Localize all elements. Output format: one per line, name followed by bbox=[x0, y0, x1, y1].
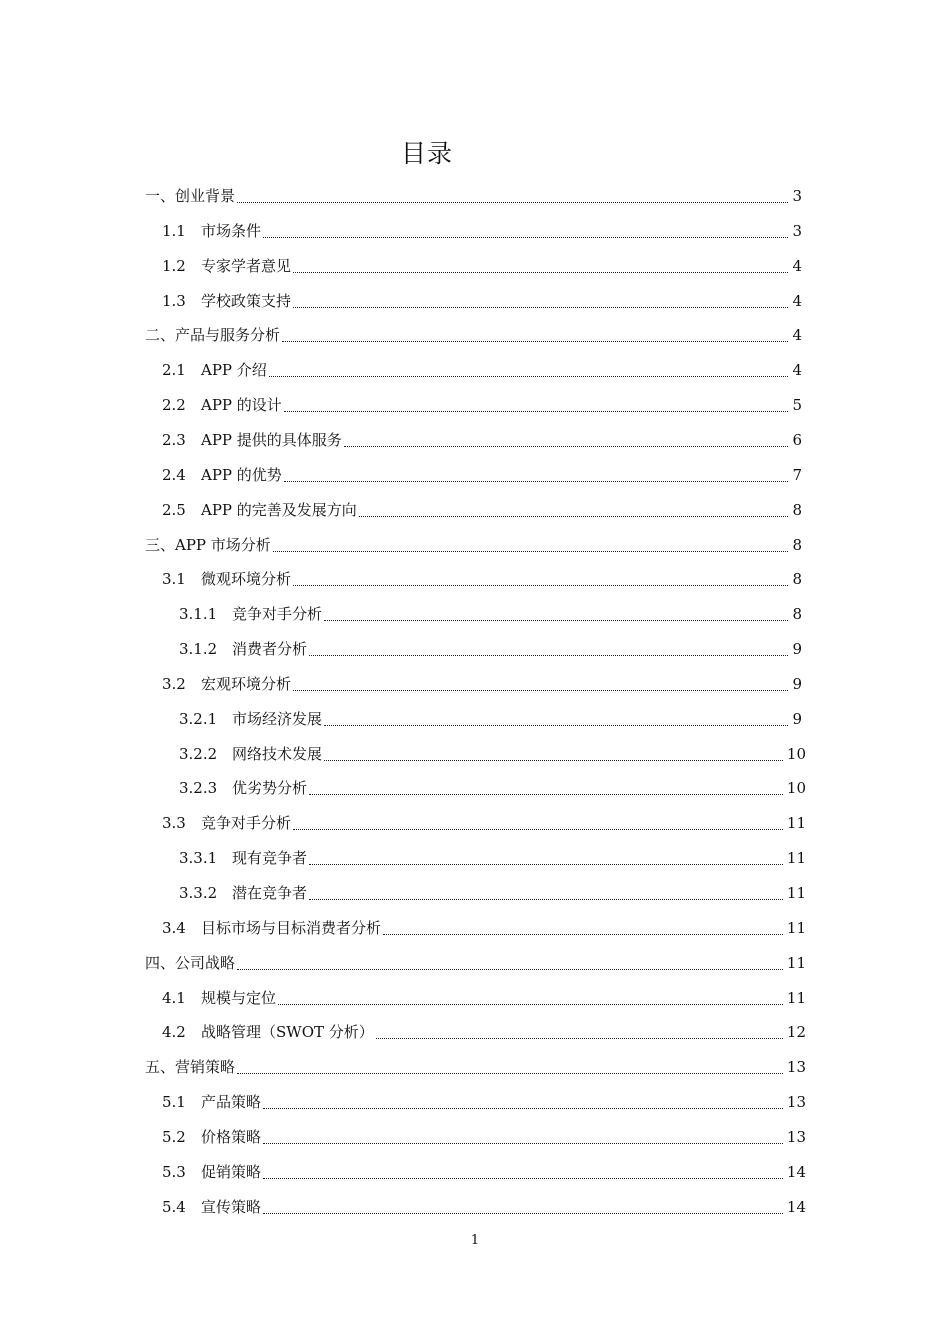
toc-entry-title: 四、公司战略 bbox=[145, 953, 236, 972]
toc-entry-number: 1.2 bbox=[162, 256, 186, 275]
toc-entry-page: 11 bbox=[786, 988, 806, 1007]
toc-entry-title: 竞争对手分析 bbox=[232, 605, 323, 624]
toc-entry-title: 网络技术发展 bbox=[232, 744, 323, 763]
toc-dot-leader bbox=[237, 179, 788, 214]
toc-dot-leader bbox=[278, 981, 783, 1016]
toc-entry-page: 9 bbox=[792, 709, 802, 728]
toc-entry[interactable] bbox=[162, 981, 806, 1016]
toc-entry-page: 7 bbox=[792, 465, 802, 484]
toc-entry-page: 3 bbox=[792, 221, 802, 240]
toc-entry-page: 10 bbox=[786, 779, 806, 798]
toc-entry-title: APP 的优势 bbox=[201, 465, 282, 484]
toc-entry[interactable] bbox=[162, 284, 802, 319]
toc-entry-page: 11 bbox=[786, 953, 806, 972]
toc-entry-number: 2.1 bbox=[162, 361, 186, 380]
toc-entry-title: 现有竞争者 bbox=[232, 849, 308, 868]
toc-entry[interactable] bbox=[162, 1120, 806, 1155]
toc-entry-number: 3.2.3 bbox=[179, 779, 218, 798]
toc-entry-page: 10 bbox=[786, 744, 806, 763]
toc-entry[interactable] bbox=[179, 632, 802, 667]
toc-entry[interactable] bbox=[145, 179, 802, 214]
toc-entry-number: 2.3 bbox=[162, 430, 186, 449]
toc-entry-title: 潜在竞争者 bbox=[232, 884, 308, 902]
toc-dot-leader bbox=[293, 249, 788, 284]
toc-entry-title: 价格策略 bbox=[201, 1127, 262, 1146]
toc-entry-number: 3.2.1 bbox=[179, 709, 218, 728]
toc-entry-page: 8 bbox=[792, 605, 802, 624]
toc-dot-leader bbox=[344, 423, 789, 458]
toc-entry-page: 11 bbox=[786, 918, 806, 937]
toc-entry-page: 4 bbox=[792, 326, 802, 345]
toc-dot-leader bbox=[324, 597, 788, 632]
toc-dot-leader bbox=[293, 562, 788, 597]
toc-entry-number: 5.4 bbox=[162, 1197, 186, 1216]
toc-entry-title: 消费者分析 bbox=[232, 640, 308, 659]
toc-entry-number: 2.5 bbox=[162, 500, 186, 519]
toc-entry-page: 4 bbox=[792, 361, 802, 380]
toc-entry[interactable] bbox=[145, 1050, 806, 1085]
toc-entry[interactable] bbox=[162, 667, 802, 702]
toc-dot-leader bbox=[284, 388, 789, 423]
toc-entry[interactable] bbox=[179, 841, 806, 876]
toc-entry-title: 产品策略 bbox=[201, 1093, 262, 1112]
toc-entry-title: APP 提供的具体服务 bbox=[201, 430, 342, 449]
toc-entry[interactable] bbox=[162, 1190, 806, 1225]
toc-entry-page: 11 bbox=[786, 814, 806, 833]
toc-dot-leader bbox=[263, 1155, 783, 1190]
toc-dot-leader bbox=[282, 318, 788, 353]
toc-dot-leader bbox=[263, 1085, 783, 1120]
toc-entry-number: 5.1 bbox=[162, 1093, 186, 1112]
toc-entry[interactable] bbox=[162, 388, 802, 423]
toc-entry-title: APP 介绍 bbox=[201, 361, 267, 380]
toc-dot-leader bbox=[309, 876, 783, 911]
page-number: 1 bbox=[470, 1233, 480, 1248]
toc-entry-number: 3.1.2 bbox=[179, 640, 218, 659]
toc-entry[interactable] bbox=[162, 353, 802, 388]
toc-entry-page: 9 bbox=[792, 640, 802, 659]
toc-entry-title: 市场条件 bbox=[201, 221, 262, 240]
toc-entry-page: 14 bbox=[786, 1197, 806, 1216]
toc-entry[interactable] bbox=[179, 876, 806, 911]
toc-entry-title: APP 的设计 bbox=[201, 396, 282, 415]
toc-entry-number: 4.1 bbox=[162, 988, 186, 1007]
toc-entry[interactable] bbox=[179, 737, 806, 772]
toc-dot-leader bbox=[324, 702, 788, 737]
toc-dot-leader bbox=[293, 667, 788, 702]
toc-entry-title: 目标市场与目标消费者分析 bbox=[201, 918, 382, 937]
toc-entry-page: 13 bbox=[786, 1058, 806, 1077]
toc-entry-number: 4.2 bbox=[162, 1023, 186, 1042]
toc-entry-page: 8 bbox=[792, 570, 802, 589]
toc-entry[interactable] bbox=[162, 1085, 806, 1120]
toc-entry-title: 宏观环境分析 bbox=[201, 674, 292, 693]
toc-entry-title: 市场经济发展 bbox=[232, 709, 323, 728]
toc-dot-leader bbox=[263, 214, 788, 249]
toc-dot-leader bbox=[383, 911, 783, 946]
toc-dot-leader bbox=[237, 946, 783, 981]
toc-dot-leader bbox=[269, 353, 789, 388]
toc-entry[interactable] bbox=[162, 423, 802, 458]
toc-dot-leader bbox=[309, 841, 783, 876]
toc-entry[interactable] bbox=[162, 458, 802, 493]
toc-entry-title: 一、创业背景 bbox=[145, 187, 236, 205]
toc-dot-leader bbox=[273, 528, 789, 563]
toc-entry[interactable] bbox=[162, 249, 802, 284]
toc-entry-number: 3.4 bbox=[162, 918, 186, 937]
toc-entry-title: 促销策略 bbox=[201, 1162, 262, 1181]
toc-entry-number: 3.1.1 bbox=[179, 605, 218, 624]
toc-dot-leader bbox=[237, 1050, 783, 1085]
toc-entry[interactable] bbox=[179, 771, 806, 806]
toc-entry[interactable] bbox=[162, 562, 802, 597]
toc-entry-page: 6 bbox=[792, 430, 802, 449]
toc-entry-page: 8 bbox=[792, 500, 802, 519]
toc-entry-page: 11 bbox=[786, 884, 806, 902]
toc-entry-title: 竞争对手分析 bbox=[201, 814, 292, 833]
toc-entry-title: APP 的完善及发展方向 bbox=[201, 500, 357, 519]
toc-entry-title: 战略管理（SWOT 分析） bbox=[201, 1023, 374, 1042]
toc-dot-leader bbox=[309, 771, 783, 806]
page-title: 目录 bbox=[400, 139, 453, 168]
toc-entry-page: 13 bbox=[786, 1093, 806, 1112]
toc-entry[interactable] bbox=[145, 946, 806, 981]
toc-entry[interactable] bbox=[162, 1015, 806, 1050]
toc-entry-number: 1.3 bbox=[162, 291, 186, 310]
toc-entry-number: 5.2 bbox=[162, 1127, 186, 1146]
toc-entry-page: 14 bbox=[786, 1162, 806, 1181]
toc-entry-title: 规模与定位 bbox=[201, 988, 277, 1007]
toc-entry-title: 学校政策支持 bbox=[201, 291, 292, 310]
toc-entry-title: 二、产品与服务分析 bbox=[145, 326, 281, 345]
toc-entry[interactable] bbox=[145, 318, 802, 353]
toc-entry-number: 3.2.2 bbox=[179, 744, 218, 763]
toc-entry-title: 优劣势分析 bbox=[232, 779, 308, 798]
toc-entry-title: 专家学者意见 bbox=[201, 256, 292, 275]
toc-entry-page: 4 bbox=[792, 256, 802, 275]
toc-entry[interactable] bbox=[162, 911, 806, 946]
toc-entry-page: 13 bbox=[786, 1127, 806, 1146]
toc-entry[interactable] bbox=[162, 1155, 806, 1190]
toc-entry[interactable] bbox=[179, 597, 802, 632]
toc-entry-number: 2.4 bbox=[162, 465, 186, 484]
toc-entry[interactable] bbox=[179, 702, 802, 737]
toc-entry-number: 3.2 bbox=[162, 674, 186, 693]
toc-entry[interactable] bbox=[162, 493, 802, 528]
toc-entry-number: 3.3.2 bbox=[179, 884, 218, 902]
toc-dot-leader bbox=[293, 284, 788, 319]
toc-entry-number: 3.3.1 bbox=[179, 849, 218, 868]
toc-entry-title: 三、APP 市场分析 bbox=[145, 535, 271, 554]
toc-entry-title: 宣传策略 bbox=[201, 1197, 262, 1216]
toc-entry-number: 3.1 bbox=[162, 570, 186, 589]
toc-dot-leader bbox=[376, 1015, 783, 1050]
toc-entry-number: 2.2 bbox=[162, 396, 186, 415]
toc-entry-title: 微观环境分析 bbox=[201, 570, 292, 589]
toc-entry-page: 11 bbox=[786, 849, 806, 868]
toc-entry-page: 12 bbox=[786, 1023, 806, 1042]
toc-entry-page: 4 bbox=[792, 291, 802, 310]
toc-entry-number: 5.3 bbox=[162, 1162, 186, 1181]
toc-entry-page: 8 bbox=[792, 535, 802, 554]
toc-entry-page: 9 bbox=[792, 674, 802, 693]
toc-entry-number: 3.3 bbox=[162, 814, 186, 833]
toc-entry-page: 3 bbox=[792, 187, 802, 205]
toc-entry-title: 五、营销策略 bbox=[145, 1058, 236, 1077]
toc-dot-leader bbox=[263, 1120, 783, 1155]
toc-entry-number: 1.1 bbox=[162, 221, 186, 240]
toc-dot-leader bbox=[309, 632, 788, 667]
toc-entry[interactable] bbox=[145, 528, 802, 563]
toc-entry-page: 5 bbox=[792, 396, 802, 415]
toc-dot-leader bbox=[359, 493, 789, 528]
toc-dot-leader bbox=[324, 737, 783, 772]
toc-entry[interactable] bbox=[162, 806, 806, 841]
toc-dot-leader bbox=[293, 806, 783, 841]
toc-entry[interactable] bbox=[162, 214, 802, 249]
toc-dot-leader bbox=[263, 1190, 783, 1225]
toc-dot-leader bbox=[284, 458, 789, 493]
